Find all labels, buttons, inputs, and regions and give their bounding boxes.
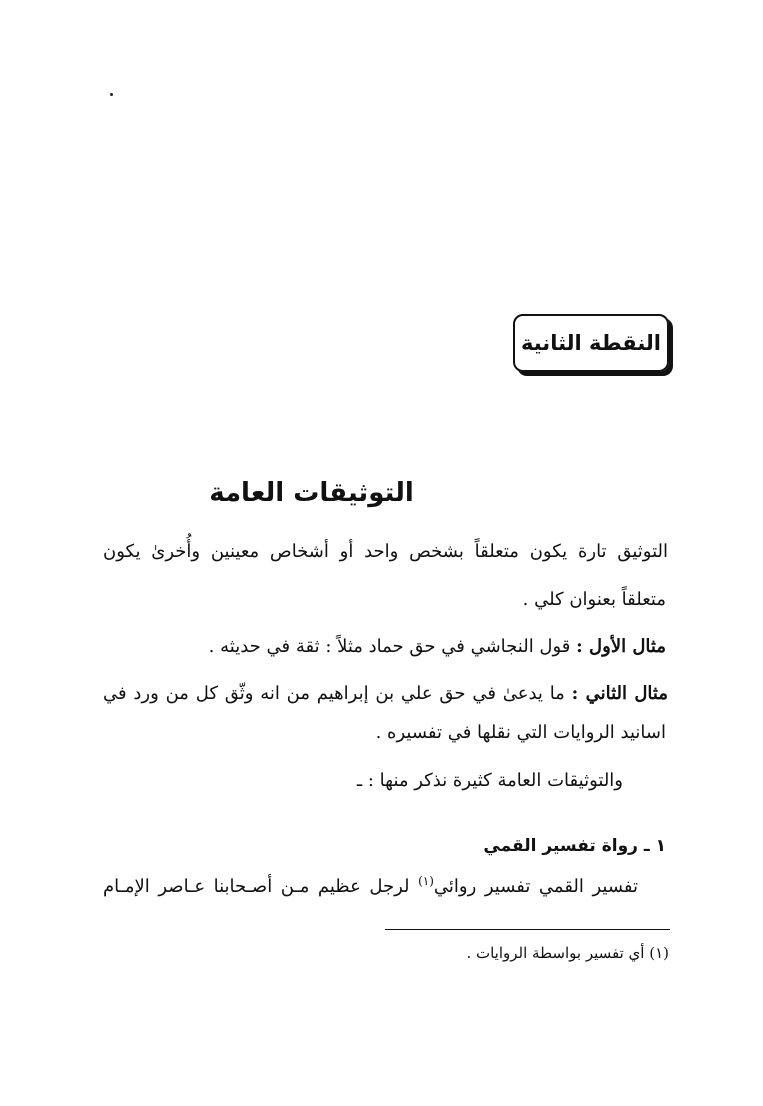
example-1-text: قول النجاشي في حق حماد مثلاً : ثقة في حديثه .: [208, 636, 571, 657]
subheading: ١ ـ رواة تفسير القمي: [483, 836, 666, 856]
example-2-text-1: ما يدعىٰ في حق علي بن إبراهيم من انه وثّق كل من ورد في: [103, 683, 565, 704]
footnote-marker: (١): [418, 874, 434, 888]
section-title: النقطة الثانية: [521, 331, 662, 355]
example-2-line-1: [103, 683, 668, 705]
footnote-separator: [385, 929, 670, 930]
body-line-start: تفسير القمي تفسير روائي: [433, 876, 638, 897]
footnote: (١) أي تفسير بواسطة الروايات .: [466, 944, 669, 962]
example-1-label: مثال الأول :: [576, 636, 666, 657]
section-title-box: [513, 314, 669, 372]
example-2-line-2: اسانيد الروايات التي نقلها في تفسيره .: [375, 722, 666, 743]
example-1: [209, 636, 666, 658]
summary-line: والتوثيقات العامة كثيرة نذكر منها : ـ: [356, 770, 623, 791]
body-line: [103, 874, 638, 898]
stray-dot: [110, 93, 113, 96]
intro-line-1: التوثيق تارة يكون متعلقاً بشخص واحد أو أشخاص معينين وأُخرىٰ يكون: [103, 541, 668, 562]
intro-line-2: متعلقاً بعنوان كلي .: [522, 589, 666, 610]
body-line-end: لرجل عظيم مـن أصـحابنا عـاصر الإمـام: [103, 876, 410, 897]
example-2-label: مثال الثاني :: [571, 683, 668, 704]
page-heading: التوثيقات العامة: [209, 478, 414, 508]
